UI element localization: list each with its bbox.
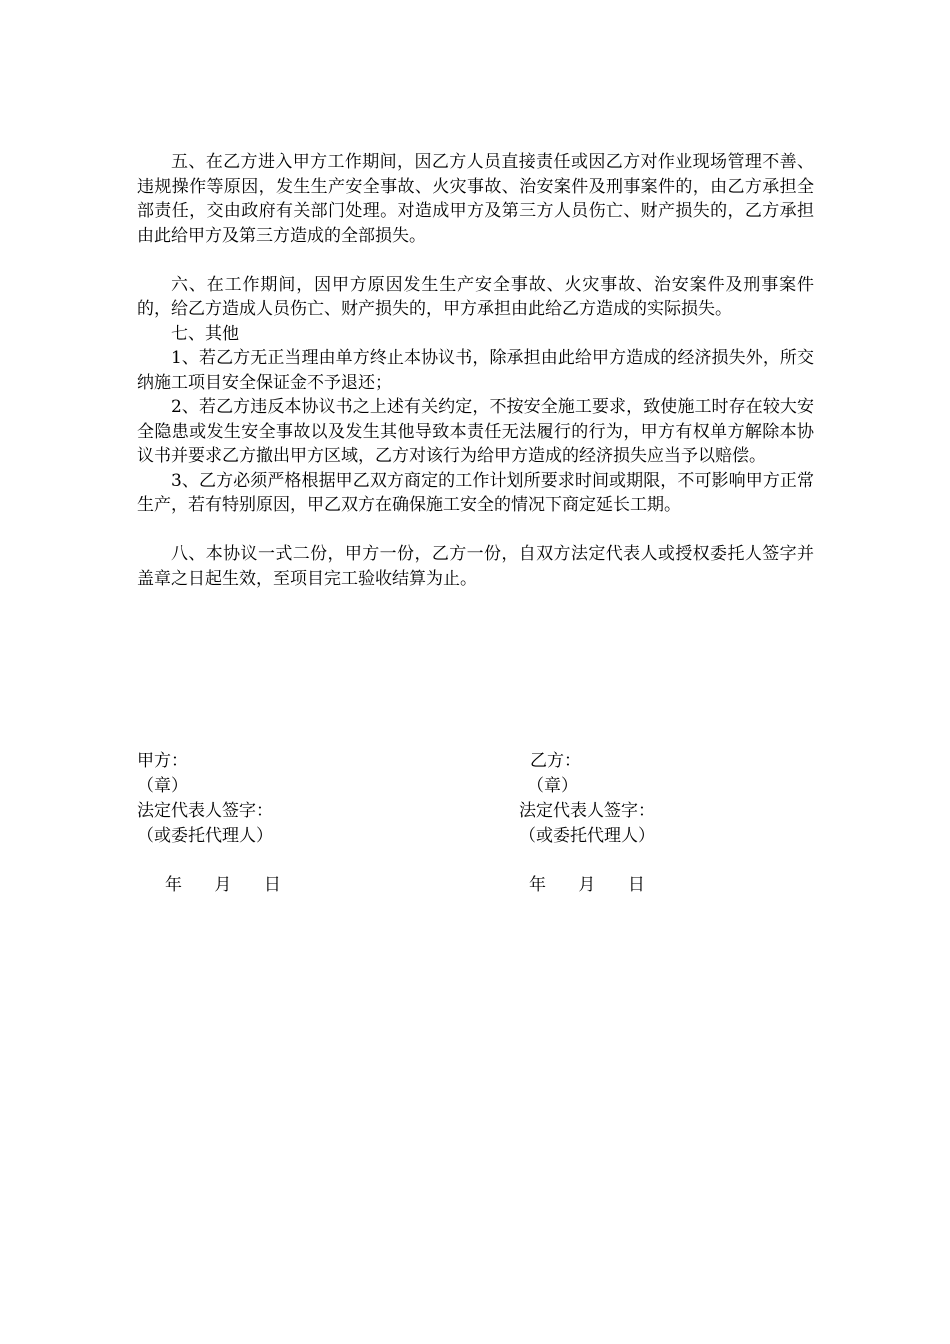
clause-seven-item-3: 3、乙方必须严格根据甲乙双方商定的工作计划所要求时间或期限，不可影响甲方正常生产，若有特别原因，甲乙双方在确保施工安全的情况下商定延长工期。 [137, 470, 814, 515]
clause-seven-title: 七、其他 [171, 323, 239, 344]
party-b-representative: 法定代表人签字： [519, 801, 655, 821]
party-b-signature-block [519, 749, 655, 849]
agreement-body [137, 150, 814, 591]
spacer [137, 248, 814, 273]
party-b-label: 乙方： [530, 751, 581, 771]
party-a-label: 甲方： [137, 751, 188, 771]
spacer [137, 518, 814, 543]
party-b-date: 年 月 日 [529, 875, 645, 895]
clause-six: 六、在工作期间，因甲方原因发生生产安全事故、火灾事故、治安案件及刑事案件的，给乙方造成人员伤亡、财产损失的，甲方承担由此给乙方造成的实际损失。 [137, 274, 814, 319]
party-a-signature-block [137, 749, 273, 849]
clause-seven-item-1: 1、若乙方无正当理由单方终止本协议书，除承担由此给甲方造成的经济损失外，所交纳施工项目安全保证金不予退还； [137, 348, 814, 393]
party-a-agent: （或委托代理人） [137, 826, 273, 846]
party-a-seal: （章） [137, 776, 188, 796]
clause-eight: 八、本协议一式二份，甲方一份，乙方一份，自双方法定代表人或授权委托人签字并盖章之日起生效，至项目完工验收结算为止。 [137, 544, 814, 589]
party-b-seal: （章） [527, 776, 578, 796]
party-a-date: 年 月 日 [165, 875, 281, 895]
party-a-representative: 法定代表人签字： [137, 801, 273, 821]
party-b-agent: （或委托代理人） [519, 826, 655, 846]
clause-seven-item-2: 2、若乙方违反本协议书之上述有关约定，不按安全施工要求，致使施工时存在较大安全隐患或发生安全事故以及发生其他导致本责任无法履行的行为，甲方有权单方解除本协议书并要求乙方撤出甲方区域，乙方对该行为给甲方造成的经济损失应当予以赔偿。 [137, 397, 814, 466]
clause-five: 五、在乙方进入甲方工作期间，因乙方人员直接责任或因乙方对作业现场管理不善、违规操作等原因，发生生产安全事故、火灾事故、治安案件及刑事案件的，由乙方承担全部责任，交由政府有关部门处理。对造成甲方及第三方人员伤亡、财产损失的，乙方承担由此给甲方及第三方造成的全部损失。 [137, 152, 814, 246]
